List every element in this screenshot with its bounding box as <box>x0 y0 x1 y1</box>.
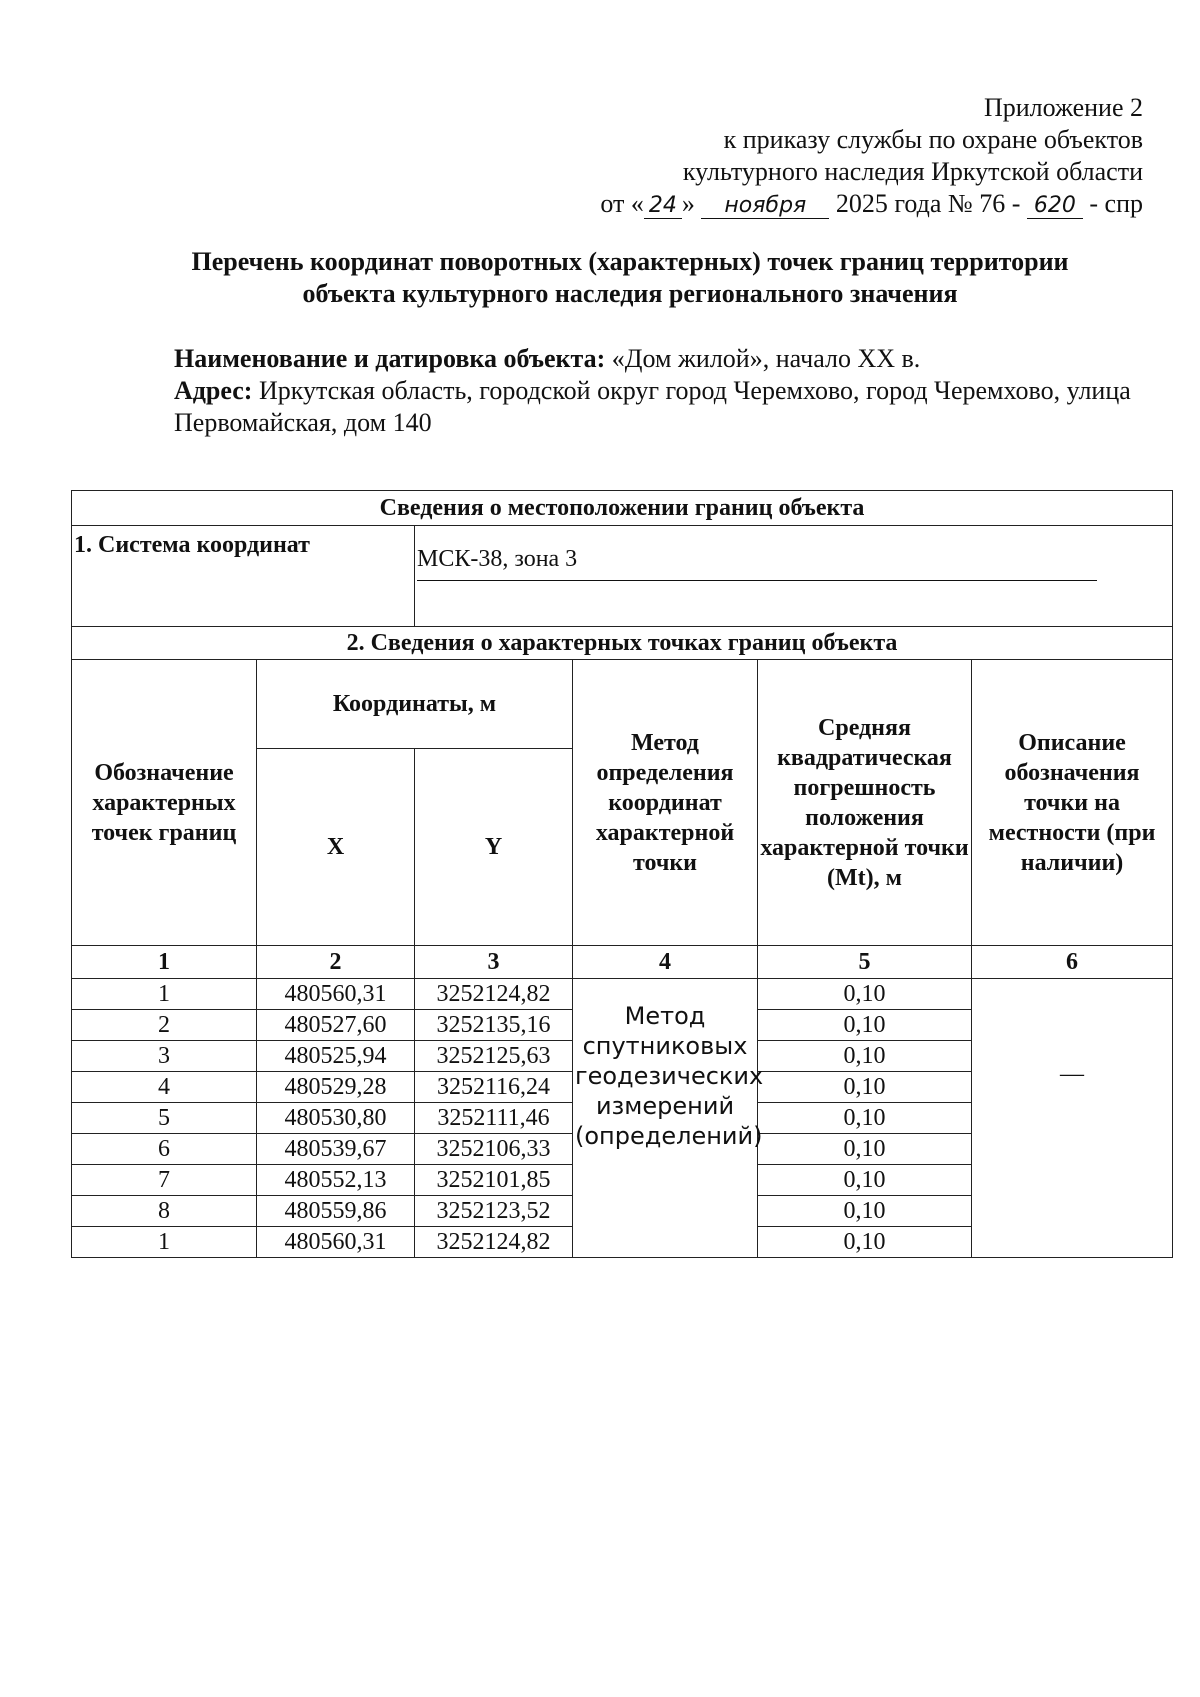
col-y: Y <box>415 749 573 946</box>
appendix-date-line <box>600 188 1143 220</box>
col-number-6: 6 <box>972 946 1173 979</box>
point-x: 480552,13 <box>257 1165 415 1196</box>
point-x: 480560,31 <box>257 1227 415 1258</box>
date-prefix: от « <box>600 189 644 218</box>
handwritten-month: ноября <box>701 194 829 219</box>
table-row <box>72 979 1173 1010</box>
object-name-line <box>174 343 1144 375</box>
point-id: 4 <box>72 1072 257 1103</box>
col-number-3: 3 <box>415 946 573 979</box>
document-title <box>120 246 1140 310</box>
point-x: 480525,94 <box>257 1041 415 1072</box>
col-number-1: 1 <box>72 946 257 979</box>
coordinate-system-value: МСК-38, зона 3 <box>417 544 1097 581</box>
point-x: 480527,60 <box>257 1010 415 1041</box>
point-x: 480539,67 <box>257 1134 415 1165</box>
appendix-header <box>600 92 1143 220</box>
point-x: 480559,86 <box>257 1196 415 1227</box>
object-address-value: Иркутская область, городской округ город Черемхово, город Черемхово, улица Первомайская, дом 140 <box>174 376 1131 437</box>
col-number-4: 4 <box>573 946 758 979</box>
point-mt: 0,10 <box>758 1134 972 1165</box>
boundary-table <box>71 490 1173 1258</box>
title-line2: объекта культурного наследия регионального значения <box>302 279 958 308</box>
coordinate-system-label: 1. Система координат <box>72 526 415 627</box>
point-x: 480560,31 <box>257 979 415 1010</box>
point-mt: 0,10 <box>758 1041 972 1072</box>
object-address-line <box>174 375 1144 439</box>
object-name-value: «Дом жилой», начало XX в. <box>611 344 921 373</box>
point-mt: 0,10 <box>758 1103 972 1134</box>
object-name-label: Наименование и датировка объекта: <box>174 344 606 373</box>
handwritten-day: 24 <box>644 194 682 219</box>
order-year: 2025 года № 76 - <box>835 189 1021 218</box>
point-id: 5 <box>72 1103 257 1134</box>
col-designation: Обозначение характерных точек границ <box>72 660 257 946</box>
col-method: Метод определения координат характерной точки <box>573 660 758 946</box>
point-id: 1 <box>72 979 257 1010</box>
point-y: 3252124,82 <box>415 1227 573 1258</box>
title-line1: Перечень координат поворотных (характерных) точек границ территории <box>191 247 1069 276</box>
col-description: Описание обозначения точки на местности (при наличии) <box>972 660 1173 946</box>
appendix-line1: Приложение 2 <box>983 93 1143 122</box>
point-y: 3252123,52 <box>415 1196 573 1227</box>
point-mt: 0,10 <box>758 1072 972 1103</box>
object-address-label: Адрес: <box>174 376 253 405</box>
point-mt: 0,10 <box>758 1010 972 1041</box>
coordinate-system-value-cell <box>415 526 1173 627</box>
point-id: 8 <box>72 1196 257 1227</box>
point-y: 3252116,24 <box>415 1072 573 1103</box>
point-mt: 0,10 <box>758 1165 972 1196</box>
points-title: 2. Сведения о характерных точках границ объекта <box>72 627 1173 660</box>
point-id: 1 <box>72 1227 257 1258</box>
point-mt: 0,10 <box>758 979 972 1010</box>
point-y: 3252101,85 <box>415 1165 573 1196</box>
handwritten-number: 620 <box>1027 194 1083 219</box>
point-mt: 0,10 <box>758 1227 972 1258</box>
point-id: 3 <box>72 1041 257 1072</box>
col-coordinates: Координаты, м <box>257 660 573 749</box>
point-mt: 0,10 <box>758 1196 972 1227</box>
description-value: — <box>972 979 1173 1258</box>
point-y: 3252124,82 <box>415 979 573 1010</box>
point-id: 7 <box>72 1165 257 1196</box>
point-id: 2 <box>72 1010 257 1041</box>
point-x: 480529,28 <box>257 1072 415 1103</box>
method-value: Метод спутниковых геодезических измерений (определений) <box>573 979 758 1258</box>
appendix-line3: культурного наследия Иркутской области <box>682 157 1143 186</box>
point-y: 3252111,46 <box>415 1103 573 1134</box>
point-id: 6 <box>72 1134 257 1165</box>
point-y: 3252135,16 <box>415 1010 573 1041</box>
date-mid: » <box>681 189 695 218</box>
point-x: 480530,80 <box>257 1103 415 1134</box>
object-info <box>174 343 1144 439</box>
col-number-2: 2 <box>257 946 415 979</box>
col-error: Средняя квадратическая погрешность положения характерной точки (Mt), м <box>758 660 972 946</box>
point-y: 3252106,33 <box>415 1134 573 1165</box>
col-number-5: 5 <box>758 946 972 979</box>
order-suffix: - спр <box>1089 189 1143 218</box>
col-x: X <box>257 749 415 946</box>
section-title: Сведения о местоположении границ объекта <box>72 491 1173 526</box>
point-y: 3252125,63 <box>415 1041 573 1072</box>
appendix-line2: к приказу службы по охране объектов <box>723 125 1143 154</box>
